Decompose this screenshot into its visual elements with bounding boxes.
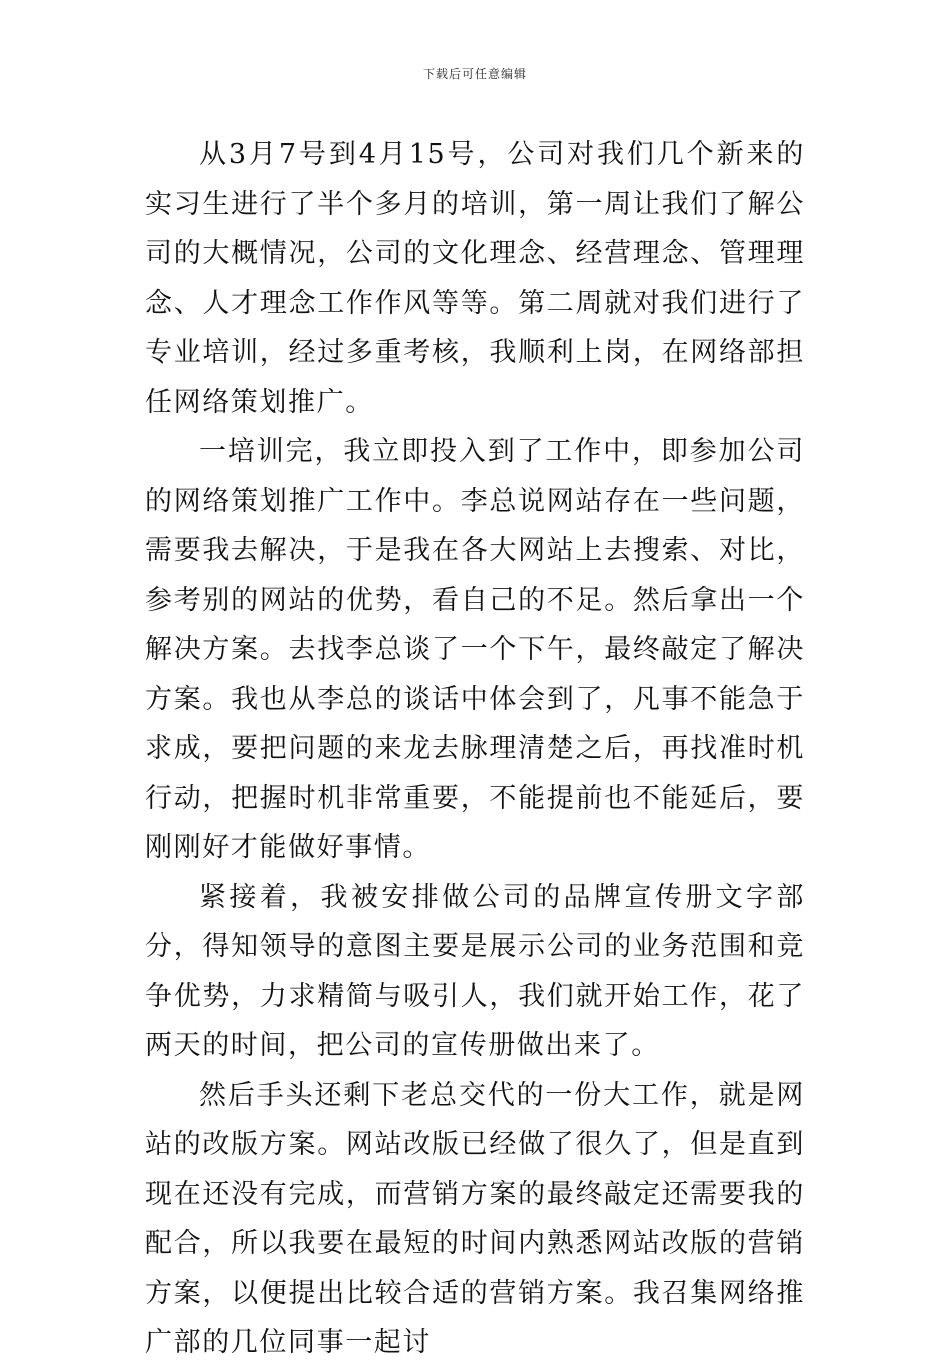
paragraph-4: 然后手头还剩下老总交代的一份大工作，就是网站的改版方案。网站改版已经做了很久了，但是直到现在还没有完成，而营销方案的最终敲定还需要我的配合，所以我要在最短的时间内熟悉网站改版的营销方案，以便提出比较合适的营销方案。我召集网络推广部的几位同事一起讨 [145, 1079, 805, 1358]
document-body [145, 130, 805, 1368]
paragraph-3: 紧接着，我被安排做公司的品牌宣传册文字部分，得知领导的意图主要是展示公司的业务范围和竞争优势，力求精简与吸引人，我们就开始工作，花了两天的时间，把公司的宣传册做出来了。 [145, 881, 805, 1061]
page-header: 下载后可任意编辑 [422, 67, 527, 81]
paragraph-1: 从3月7号到4月15号，公司对我们几个新来的实习生进行了半个多月的培训，第一周让我们了解公司的大概情况，公司的文化理念、经营理念、管理理念、人才理念工作作风等等。第二周就对我们进行了专业培训，经过多重考核，我顺利上岗，在网络部担任网络策划推广。 [145, 139, 805, 418]
paragraph-2: 一培训完，我立即投入到了工作中，即参加公司的网络策划推广工作中。李总说网站存在一些问题，需要我去解决，于是我在各大网站上去搜索、对比，参考别的网站的优势，看自己的不足。然后拿出一个解决方案。去找李总谈了一个下午，最终敲定了解决方案。我也从李总的谈话中体会到了，凡事不能急于求成，要把问题的来龙去脉理清楚之后，再找准时机行动，把握时机非常重要，不能提前也不能延后，要刚刚好才能做好事情。 [145, 436, 805, 863]
